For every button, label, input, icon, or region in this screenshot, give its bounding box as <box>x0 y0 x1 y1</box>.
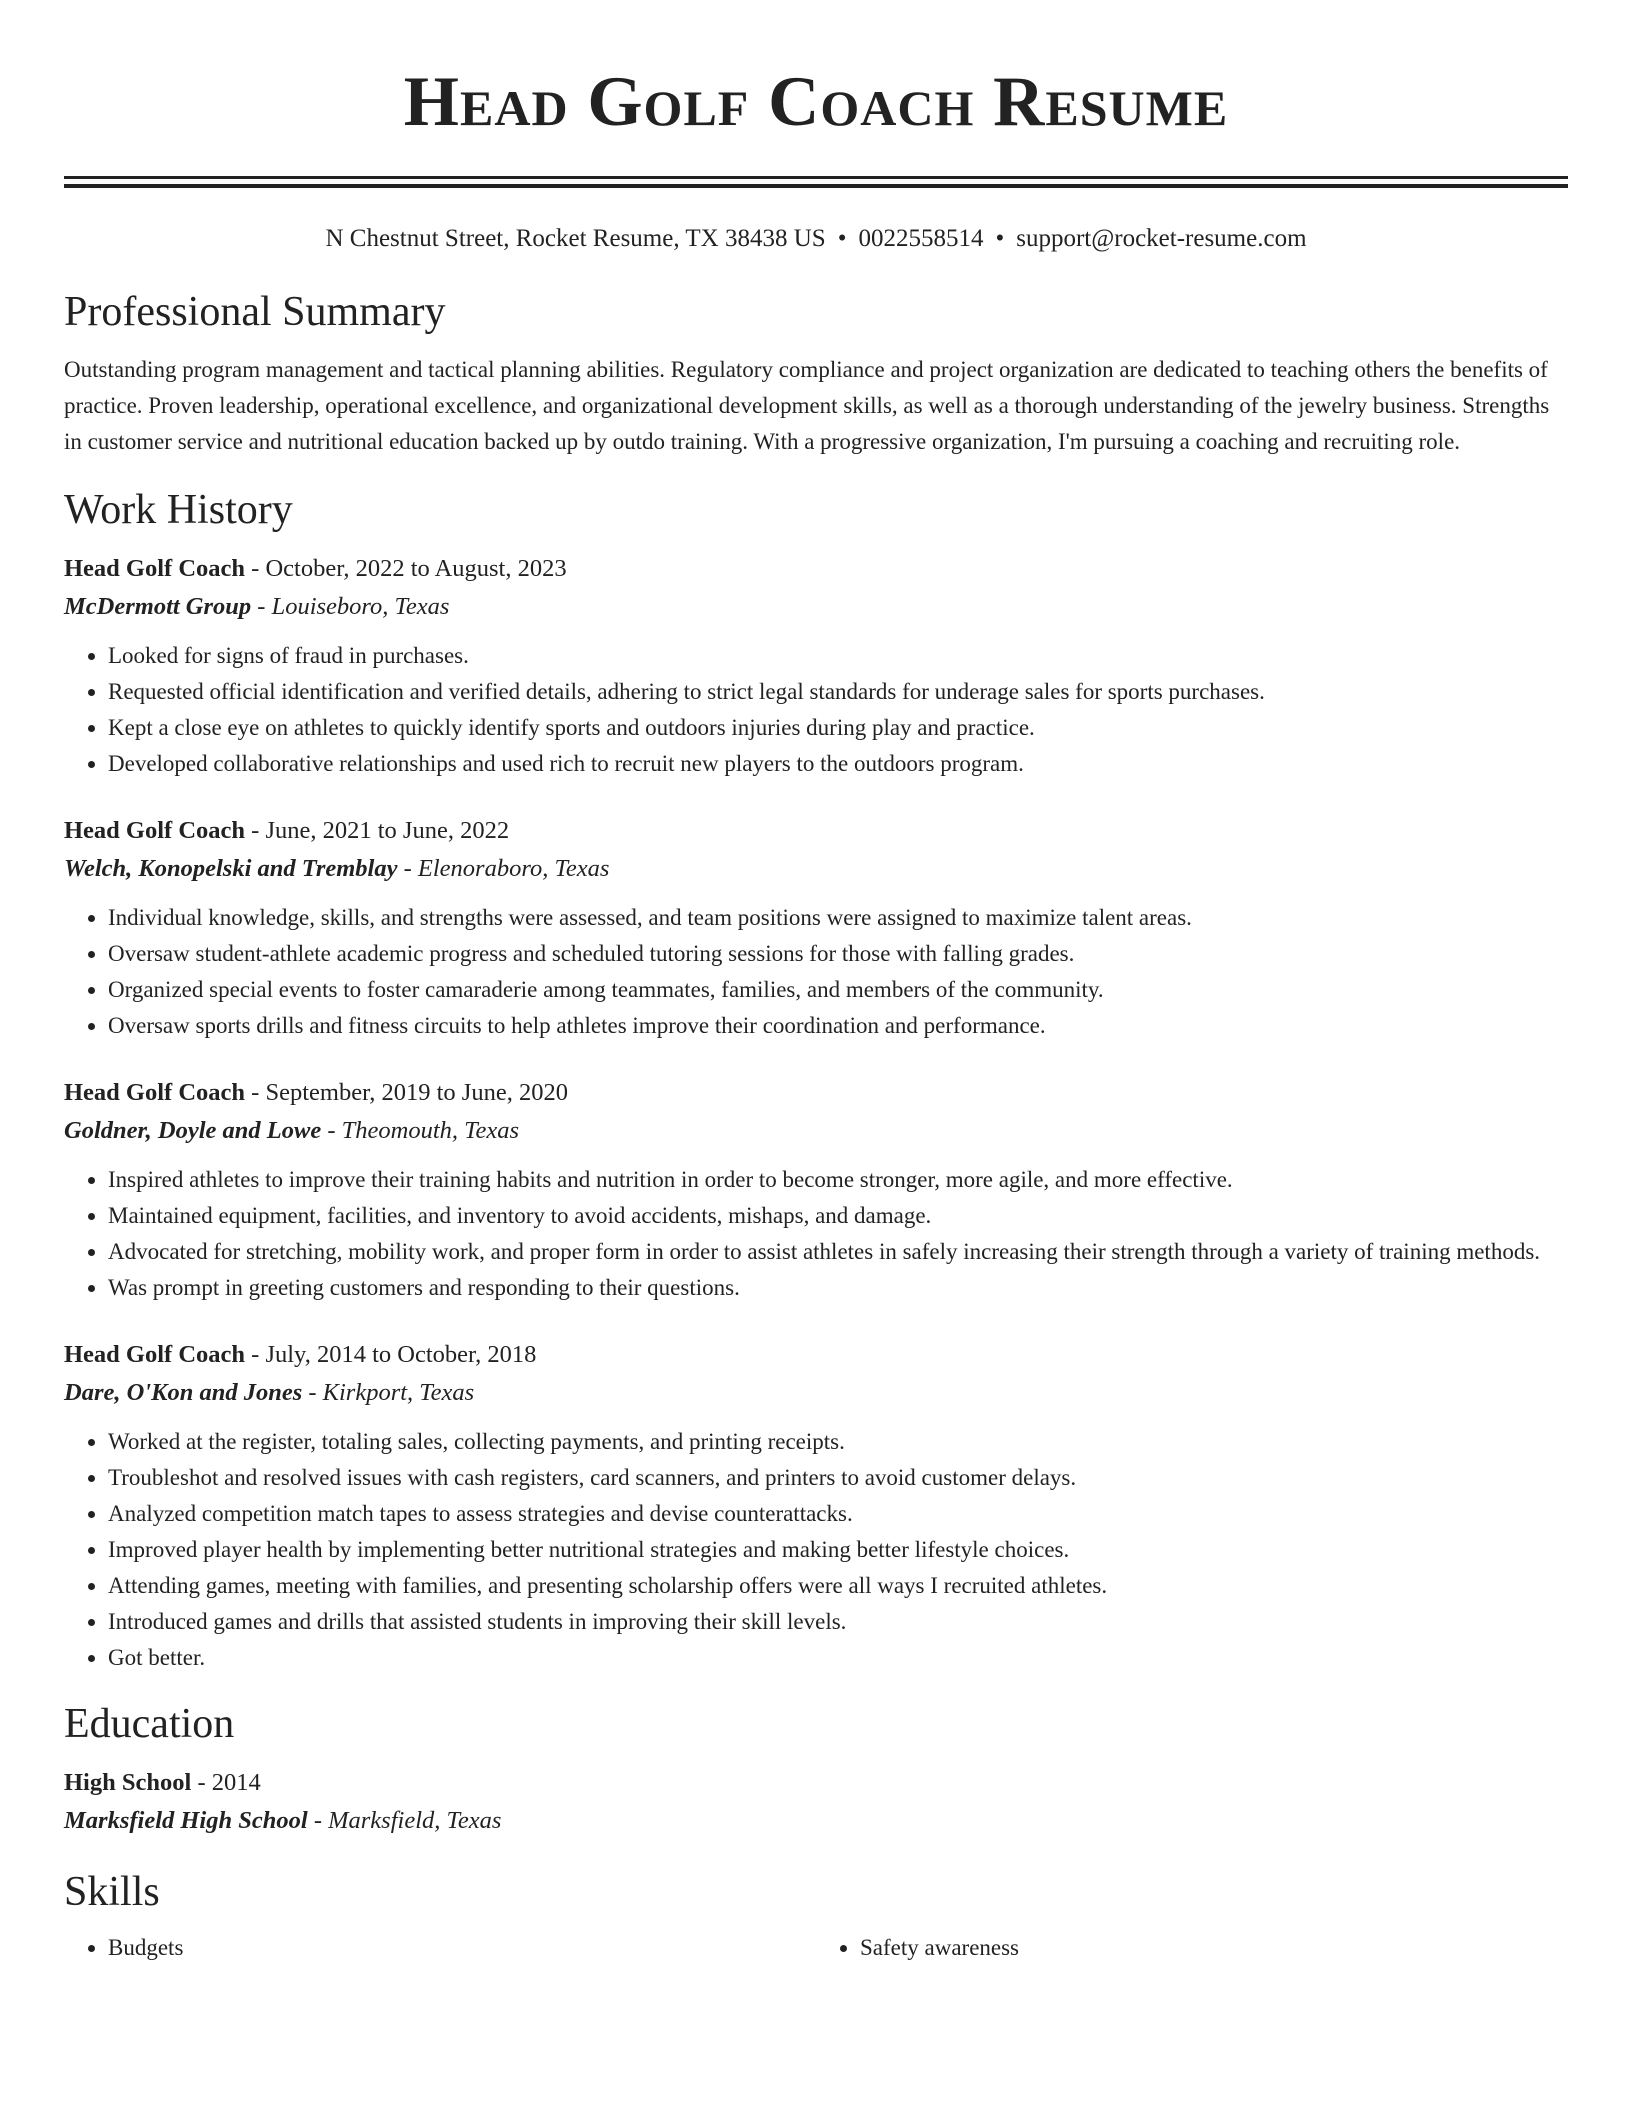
contact-separator: • <box>837 225 847 252</box>
duty-item: • Analyzed competition match tapes to assess strategies and devise counterattacks. <box>108 1496 1568 1532</box>
education-entry <box>64 1764 1568 1840</box>
job-location: Theomouth, Texas <box>341 1117 520 1144</box>
duty-item: • Organized special events to foster camaraderie among teammates, families, and members of the community. <box>108 972 1568 1008</box>
contact-line <box>64 224 1568 254</box>
job-entry <box>64 812 1568 1044</box>
job-location: Elenoraboro, Texas <box>417 855 610 882</box>
skill-item: • Budgets <box>108 1930 816 1966</box>
resume-title: Head Golf Coach Resume <box>403 63 1229 141</box>
education-degree: High School <box>64 1769 192 1796</box>
job-location: Louiseboro, Texas <box>271 593 450 620</box>
job-organization: Dare, O'Kon and Jones - Kirkport, Texas <box>64 1379 475 1406</box>
education-school-line: Marksfield High School - Marksfield, Texas <box>64 1807 502 1834</box>
duty-item: • Looked for signs of fraud in purchases. <box>108 638 1568 674</box>
duty-item: • Maintained equipment, facilities, and inventory to avoid accidents, mishaps, and damage. <box>108 1198 1568 1234</box>
duty-item: • Developed collaborative relationships and used rich to recruit new players to the outdoors program. <box>108 746 1568 782</box>
job-entry <box>64 550 1568 782</box>
contact-address: N Chestnut Street, Rocket Resume, TX 38438 US <box>325 225 826 252</box>
job-organization: McDermott Group - Louiseboro, Texas <box>64 593 450 620</box>
duty-item: • Inspired athletes to improve their training habits and nutrition in order to become stronger, more agile, and more effective. <box>108 1162 1568 1198</box>
summary-text: Outstanding program management and tactical planning abilities. Regulatory compliance and project organization are dedicated to teaching others the benefits of practice. Proven leadership, operational excellence, and organizational development skills, as well as a thorough understanding of the jewelry business. Strengths in customer service and nutritional education backed up by outdo training. With a progressive organization, I'm pursuing a coaching and recruiting role. <box>64 357 1550 454</box>
skills-heading: Skills <box>64 1869 160 1915</box>
duty-item: • Oversaw sports drills and fitness circuits to help athletes improve their coordination and performance. <box>108 1008 1568 1044</box>
summary-heading: Professional Summary <box>64 289 446 335</box>
duty-item: • Improved player health by implementing better nutritional strategies and making better lifestyle choices. <box>108 1532 1568 1568</box>
duty-item: • Requested official identification and verified details, adhering to strict legal standards for underage sales for sports purchases. <box>108 674 1568 710</box>
education-header: High School - 2014 <box>64 1769 261 1796</box>
job-header: Head Golf Coach - October, 2022 to August, 2023 <box>64 555 567 582</box>
job-duties <box>64 900 1568 1044</box>
job-dates: June, 2021 to June, 2022 <box>265 817 510 844</box>
education-year: 2014 <box>211 1769 261 1796</box>
duty-item: • Oversaw student-athlete academic progress and scheduled tutoring sessions for those with falling grades. <box>108 936 1568 972</box>
skill-item: • Safety awareness <box>860 1930 1568 1966</box>
job-company: Welch, Konopelski and Tremblay <box>64 855 398 882</box>
job-entry <box>64 1074 1568 1306</box>
education-school: Marksfield High School <box>64 1807 308 1834</box>
duty-item: • Was prompt in greeting customers and responding to their questions. <box>108 1270 1568 1306</box>
duty-item: • Introduced games and drills that assisted students in improving their skill levels. <box>108 1604 1568 1640</box>
education-heading: Education <box>64 1701 235 1747</box>
duty-item: • Advocated for stretching, mobility work, and proper form in order to assist athletes in safely increasing their strength through a variety of training methods. <box>108 1234 1568 1270</box>
job-role: Head Golf Coach <box>64 817 246 844</box>
duty-item: • Troubleshot and resolved issues with cash registers, card scanners, and printers to avoid customer delays. <box>108 1460 1568 1496</box>
job-duties <box>64 1424 1568 1676</box>
job-role: Head Golf Coach <box>64 555 246 582</box>
title-divider <box>64 176 1568 188</box>
job-header: Head Golf Coach - September, 2019 to June, 2020 <box>64 1079 568 1106</box>
skills-column-right <box>816 1930 1568 1966</box>
job-organization: Goldner, Doyle and Lowe - Theomouth, Texas <box>64 1117 520 1144</box>
skills-column-left <box>64 1930 816 1966</box>
duty-item: • Individual knowledge, skills, and strengths were assessed, and team positions were assigned to maximize talent areas. <box>108 900 1568 936</box>
job-entry <box>64 1336 1568 1676</box>
contact-email: support@rocket-resume.com <box>1016 225 1307 252</box>
skills-list <box>64 1930 1568 1966</box>
job-duties <box>64 638 1568 782</box>
contact-phone: 0022558514 <box>858 225 984 252</box>
job-company: Goldner, Doyle and Lowe <box>64 1117 322 1144</box>
duty-item: • Got better. <box>108 1640 1568 1676</box>
education-location: Marksfield, Texas <box>328 1807 502 1834</box>
job-dates: July, 2014 to October, 2018 <box>265 1341 537 1368</box>
contact-separator: • <box>995 225 1005 252</box>
job-dates: September, 2019 to June, 2020 <box>265 1079 568 1106</box>
duty-item: • Worked at the register, totaling sales, collecting payments, and printing receipts. <box>108 1424 1568 1460</box>
duty-item: • Attending games, meeting with families, and presenting scholarship offers were all ways I recruited athletes. <box>108 1568 1568 1604</box>
work-history-heading: Work History <box>64 487 293 533</box>
job-organization: Welch, Konopelski and Tremblay - Elenoraboro, Texas <box>64 855 610 882</box>
job-header: Head Golf Coach - July, 2014 to October, 2018 <box>64 1341 537 1368</box>
job-location: Kirkport, Texas <box>322 1379 475 1406</box>
job-duties <box>64 1162 1568 1306</box>
job-role: Head Golf Coach <box>64 1341 246 1368</box>
job-role: Head Golf Coach <box>64 1079 246 1106</box>
job-company: McDermott Group <box>64 593 252 620</box>
duty-item: • Kept a close eye on athletes to quickly identify sports and outdoors injuries during play and practice. <box>108 710 1568 746</box>
job-header: Head Golf Coach - June, 2021 to June, 2022 <box>64 817 510 844</box>
job-company: Dare, O'Kon and Jones <box>64 1379 303 1406</box>
job-dates: October, 2022 to August, 2023 <box>265 555 567 582</box>
